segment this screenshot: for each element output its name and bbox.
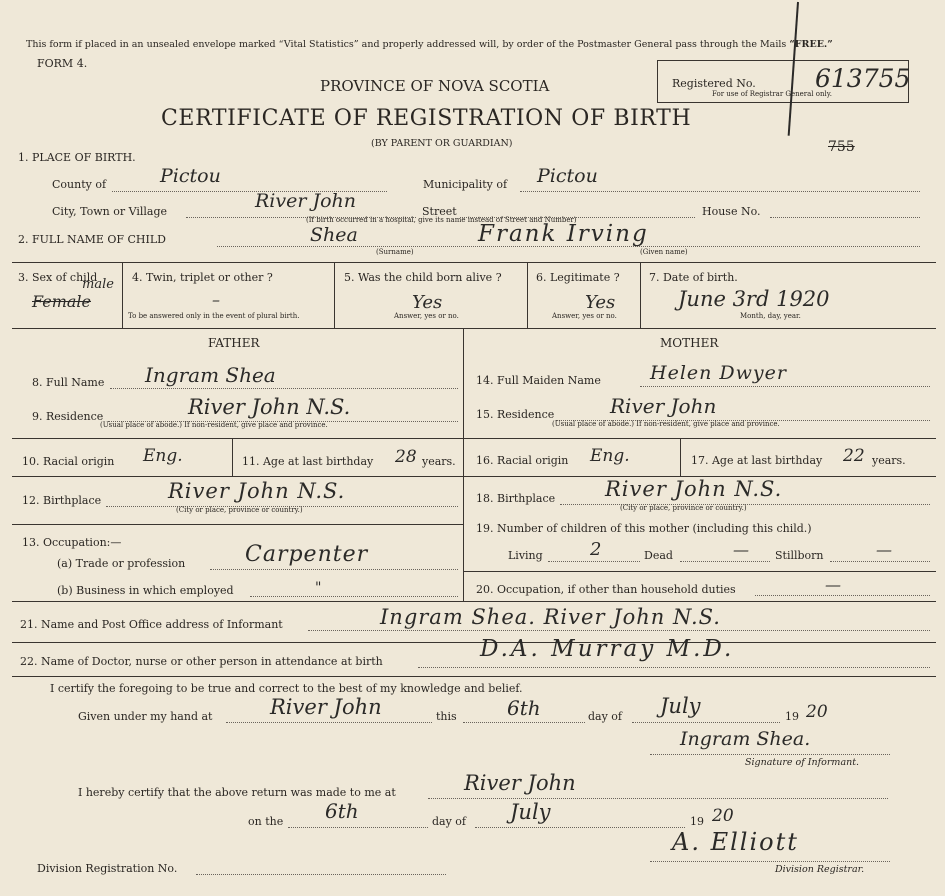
mother-heading: MOTHER: [660, 336, 719, 350]
father-business-line: [250, 596, 458, 597]
registered-number-label: Registered No.: [672, 77, 756, 90]
province-heading: PROVINCE OF NOVA SCOTIA: [320, 77, 550, 95]
registrar-day-of-label: day of: [432, 815, 467, 828]
parents-divider: [463, 328, 464, 601]
father-heading: FATHER: [208, 336, 260, 350]
county-label: County of: [52, 178, 107, 191]
given-day-line: [463, 722, 585, 723]
division-registration-label: Division Registration No.: [37, 862, 178, 875]
father-business-value: ": [315, 580, 322, 596]
registered-number-value: 613755: [815, 64, 911, 93]
municipality-line: [520, 191, 920, 192]
father-age-divider: [232, 438, 233, 476]
surname-note: (Surname): [376, 248, 414, 256]
father-racial-value: Eng.: [143, 446, 183, 466]
father-name-label: 8. Full Name: [32, 376, 105, 389]
registrar-place-value: River John: [464, 771, 576, 795]
registrar-month-value: July: [510, 800, 551, 824]
stillborn-value: —: [876, 540, 892, 559]
child-surname-value: Shea: [310, 224, 358, 246]
living-value: 2: [590, 539, 602, 560]
mother-age-label: 17. Age at last birthday: [691, 454, 823, 467]
legitimate-label: 6. Legitimate ?: [536, 271, 620, 284]
registrar-month-line: [475, 827, 685, 828]
registrar-place-line: [428, 798, 888, 799]
mother-occupation-line: [755, 595, 930, 596]
father-residence-note: (Usual place of abode.) If non-resident, give place and province.: [100, 421, 328, 429]
dead-value: —: [733, 540, 749, 559]
mother-age-value: 22: [843, 446, 865, 466]
doctor-line: [418, 667, 930, 668]
form-number: FORM 4.: [37, 57, 88, 70]
informant-signature-label: Signature of Informant.: [745, 757, 860, 768]
mother-racial-value: Eng.: [590, 446, 630, 466]
stillborn-label: Stillborn: [775, 549, 824, 562]
registrar-day-line: [288, 827, 428, 828]
street-label: Street: [422, 205, 457, 218]
twin-label: 4. Twin, triplet or other ?: [132, 271, 273, 284]
father-age-years: years.: [422, 455, 456, 468]
registrar-year-prefix: 19: [690, 815, 704, 828]
twin-note: To be answered only in the event of plural birth.: [128, 312, 300, 320]
father-occupation-label: 13. Occupation:—: [22, 536, 122, 549]
father-racial-label: 10. Racial origin: [22, 455, 115, 468]
dob-value: June 3rd 1920: [678, 287, 830, 311]
mother-birthplace-value: River John N.S.: [605, 477, 783, 501]
mother-rule-1: [463, 438, 936, 439]
sex-struck-value: Female: [32, 292, 91, 311]
father-birthplace-label: 12. Birthplace: [22, 494, 102, 507]
registrar-year-value: 20: [712, 806, 734, 826]
given-month-line: [632, 722, 780, 723]
margin-number: 755: [828, 139, 855, 155]
registrar-on-the-label: on the: [248, 815, 284, 828]
divider-twin: [334, 262, 335, 328]
given-month-value: July: [660, 694, 701, 718]
given-year-prefix: 19: [785, 710, 799, 723]
city-label: City, Town or Village: [52, 205, 167, 218]
given-day-of-label: day of: [588, 710, 623, 723]
divider-alive: [527, 262, 528, 328]
sex-value: male: [82, 277, 114, 292]
given-day-value: 6th: [507, 696, 541, 720]
mother-name-label: 14. Full Maiden Name: [476, 374, 601, 387]
registrar-day-value: 6th: [325, 799, 359, 823]
twin-value: –: [212, 290, 220, 309]
municipality-value: Pictou: [537, 165, 598, 187]
given-under-label: Given under my hand at: [78, 710, 213, 723]
mother-occupation-label: 20. Occupation, if other than household duties: [476, 583, 736, 596]
rule-row3-top: [12, 262, 936, 263]
father-birthplace-value: River John N.S.: [168, 479, 346, 503]
father-age-value: 28: [395, 447, 417, 467]
place-of-birth-heading: 1. PLACE OF BIRTH.: [18, 151, 136, 164]
father-birthplace-note: (City or place, province or country.): [176, 506, 303, 514]
informant-signature-line: [650, 754, 890, 755]
mother-birthplace-note: (City or place, province or country.): [620, 504, 747, 512]
mother-rule-3: [463, 571, 936, 572]
alive-label: 5. Was the child born alive ?: [344, 271, 502, 284]
given-year-value: 20: [806, 702, 828, 722]
father-rule-2: [12, 476, 463, 477]
mother-children-label: 19. Number of children of this mother (including this child.): [476, 522, 812, 535]
mother-name-line: [640, 386, 930, 387]
house-number-line: [770, 217, 920, 218]
father-residence-value: River John N.S.: [188, 395, 351, 419]
dob-note: Month, day, year.: [740, 312, 801, 320]
mother-birthplace-label: 18. Birthplace: [476, 492, 556, 505]
municipality-label: Municipality of: [423, 178, 508, 191]
informant-value: Ingram Shea. River John N.S.: [380, 605, 721, 629]
certify-text: I certify the foregoing to be true and correct to the best of my knowledge and belief.: [50, 682, 523, 695]
mother-age-divider: [680, 438, 681, 476]
mother-residence-note: (Usual place of abode.) If non-resident, give place and province.: [552, 420, 780, 428]
mother-occupation-value: —: [825, 575, 841, 594]
mother-age-years: years.: [872, 454, 906, 467]
living-label: Living: [508, 549, 543, 562]
legitimate-value: Yes: [585, 292, 616, 313]
father-rule-1: [12, 438, 463, 439]
informant-signature: Ingram Shea.: [680, 728, 811, 750]
rule-informant: [12, 642, 936, 643]
legitimate-note: Answer, yes or no.: [552, 312, 617, 320]
registrar-signature: A. Elliott: [672, 828, 799, 856]
father-trade-value: Carpenter: [245, 542, 369, 567]
father-age-label: 11. Age at last birthday: [242, 455, 374, 468]
alive-note: Answer, yes or no.: [394, 312, 459, 320]
alive-value: Yes: [412, 292, 443, 313]
stillborn-line: [830, 561, 930, 562]
mother-racial-label: 16. Racial origin: [476, 454, 569, 467]
hospital-note: (If birth occurred in a hospital, give its name instead of Street and Number): [306, 216, 577, 224]
father-trade-line: [210, 569, 458, 570]
doctor-value: D.A. Murray M.D.: [480, 636, 735, 662]
mother-name-value: Helen Dwyer: [650, 362, 787, 384]
rule-row3-bottom: [12, 328, 936, 329]
registrar-signature-label: Division Registrar.: [775, 864, 865, 875]
registrar-certify-text: I hereby certify that the above return was made to me at: [78, 786, 396, 799]
dead-line: [680, 561, 770, 562]
mother-residence-label: 15. Residence: [476, 408, 555, 421]
father-residence-label: 9. Residence: [32, 410, 104, 423]
living-line: [548, 561, 640, 562]
rule-parents-bottom: [12, 601, 936, 602]
mother-residence-value: River John: [610, 394, 717, 418]
division-registration-line: [196, 874, 446, 875]
registrar-signature-line: [650, 861, 890, 862]
father-name-line: [110, 388, 458, 389]
registered-number-note: For use of Registrar General only.: [712, 90, 832, 98]
father-trade-label: (a) Trade or profession: [57, 557, 186, 570]
father-name-value: Ingram Shea: [145, 363, 276, 387]
county-value: Pictou: [160, 165, 221, 187]
father-business-label: (b) Business in which employed: [57, 584, 234, 597]
certificate-title: CERTIFICATE OF REGISTRATION OF BIRTH: [161, 106, 692, 131]
divider-legit: [640, 262, 641, 328]
given-place-line: [226, 722, 432, 723]
mail-notice: This form if placed in an unsealed envelope marked “Vital Statistics” and properly addressed will, by order of the Postmaster General pass through the Mails “FREE.”: [26, 39, 833, 50]
rule-doctor: [12, 676, 936, 677]
child-given-name-value: Frank Irving: [478, 221, 649, 247]
certificate-subtitle: (BY PARENT OR GUARDIAN): [371, 138, 513, 149]
dob-label: 7. Date of birth.: [649, 271, 738, 284]
dead-label: Dead: [644, 549, 673, 562]
informant-label: 21. Name and Post Office address of Informant: [20, 618, 283, 631]
house-number-label: House No.: [702, 205, 761, 218]
sex-label: 3. Sex of child: [18, 271, 98, 284]
city-value: River John: [255, 190, 357, 212]
given-name-note: (Given name): [640, 248, 688, 256]
informant-line: [308, 630, 930, 631]
divider-sex: [122, 262, 123, 328]
doctor-label: 22. Name of Doctor, nurse or other person in attendance at birth: [20, 655, 383, 668]
father-rule-3: [12, 524, 463, 525]
this-label: this: [436, 710, 457, 723]
child-name-label: 2. FULL NAME OF CHILD: [18, 233, 166, 246]
given-place-value: River John: [270, 695, 382, 719]
